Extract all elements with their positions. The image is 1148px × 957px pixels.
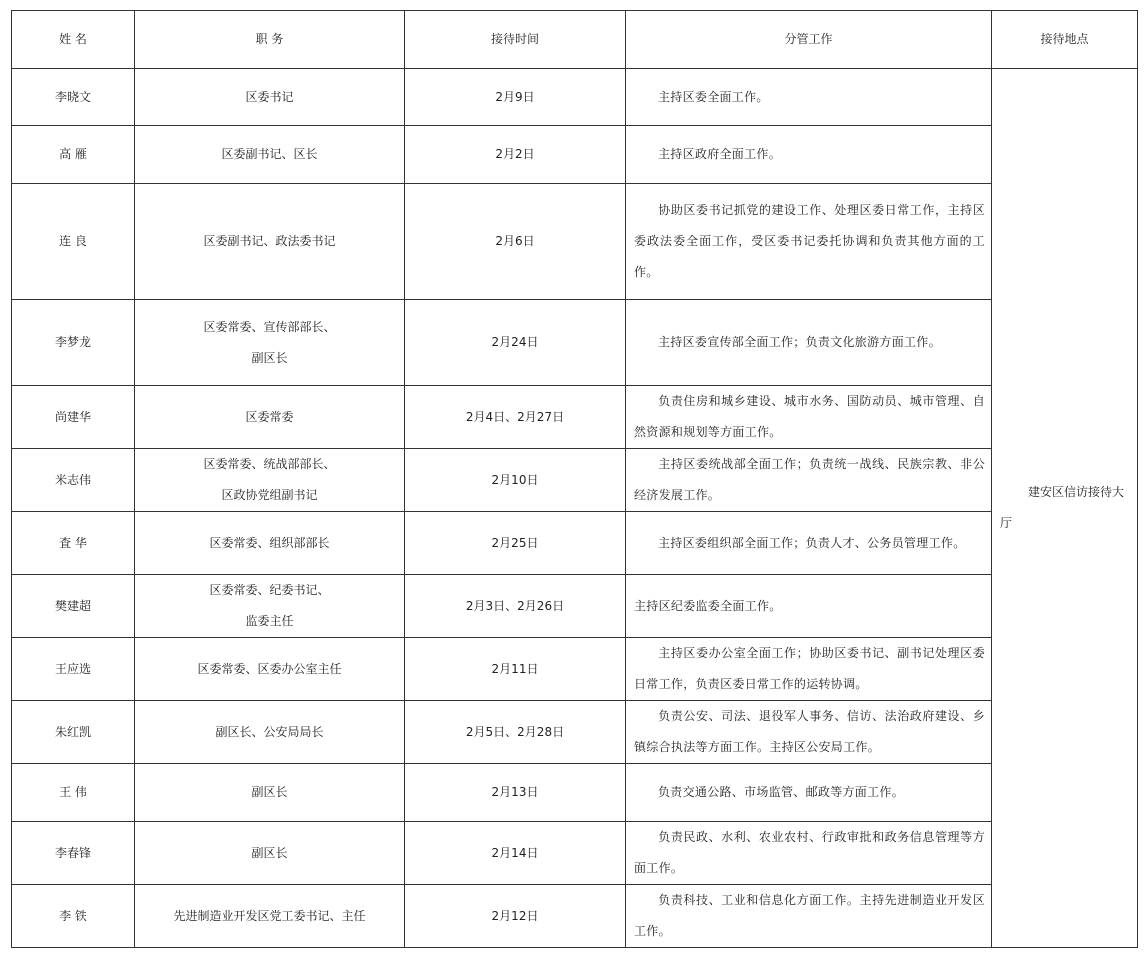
table-row xyxy=(12,184,1138,300)
header-row xyxy=(12,11,1138,69)
table-row xyxy=(12,701,1138,764)
table-row xyxy=(12,764,1138,822)
place-text: 建安区信访接待大厅 xyxy=(1000,485,1125,530)
header-time: 接待时间 xyxy=(405,11,626,69)
official-name: 高 雁 xyxy=(12,126,135,184)
official-name: 米志伟 xyxy=(12,449,135,512)
position-line: 副区长 xyxy=(251,785,288,799)
work-responsibility xyxy=(626,184,992,300)
work-responsibility xyxy=(626,386,992,449)
position-line: 监委主任 xyxy=(245,614,294,628)
work-text: 主持区纪委监委全面工作。 xyxy=(634,598,782,613)
position-line: 区委常委、纪委书记、 xyxy=(209,583,330,597)
position-line: 区委常委 xyxy=(245,409,294,424)
position-line: 区委书记 xyxy=(245,89,294,104)
work-responsibility xyxy=(626,575,992,638)
official-position xyxy=(135,386,405,449)
reception-time: 2月2日 xyxy=(405,126,626,184)
work-text: 负责科技、工业和信息化方面工作。主持先进制造业开发区工作。 xyxy=(634,893,985,938)
position-line: 副区长 xyxy=(251,845,288,860)
reception-time: 2月12日 xyxy=(405,885,626,948)
header-name: 姓 名 xyxy=(12,11,135,69)
work-text: 主持区委组织部全面工作；负责人才、公务员管理工作。 xyxy=(658,535,966,550)
table-row xyxy=(12,449,1138,512)
official-name: 李春锋 xyxy=(12,822,135,885)
official-position xyxy=(135,300,405,386)
official-name: 连 良 xyxy=(12,184,135,300)
official-name: 李 铁 xyxy=(12,885,135,948)
reception-schedule-table xyxy=(11,10,1138,948)
official-name: 朱红凯 xyxy=(12,701,135,764)
table-row xyxy=(12,69,1138,126)
official-position xyxy=(135,449,405,512)
official-name: 李梦龙 xyxy=(12,300,135,386)
work-responsibility xyxy=(626,822,992,885)
work-text: 负责交通公路、市场监管、邮政等方面工作。 xyxy=(658,785,905,799)
official-position xyxy=(135,575,405,638)
table-row xyxy=(12,575,1138,638)
work-responsibility xyxy=(626,449,992,512)
reception-time: 2月25日 xyxy=(405,512,626,575)
work-text: 主持区委宣传部全面工作；负责文化旅游方面工作。 xyxy=(658,335,941,349)
position-line: 区政协党组副书记 xyxy=(221,488,318,502)
work-responsibility xyxy=(626,638,992,701)
position-line: 先进制造业开发区党工委书记、主任 xyxy=(173,908,366,923)
reception-time: 2月14日 xyxy=(405,822,626,885)
official-name: 王 伟 xyxy=(12,764,135,822)
official-position xyxy=(135,822,405,885)
table-row xyxy=(12,126,1138,184)
work-text: 主持区委全面工作。 xyxy=(658,89,769,104)
work-responsibility xyxy=(626,764,992,822)
reception-time: 2月9日 xyxy=(405,69,626,126)
position-line: 副区长 xyxy=(251,350,288,365)
reception-time: 2月4日、2月27日 xyxy=(405,386,626,449)
reception-time: 2月6日 xyxy=(405,184,626,300)
position-line: 副区长、公安局局长 xyxy=(215,724,324,739)
header-place: 接待地点 xyxy=(992,11,1138,69)
header-position: 职 务 xyxy=(135,11,405,69)
table-row xyxy=(12,638,1138,701)
work-responsibility xyxy=(626,701,992,764)
work-text: 主持区委办公室全面工作；协助区委书记、副书记处理区委日常工作，负责区委日常工作的运转协调。 xyxy=(634,646,985,691)
official-position xyxy=(135,885,405,948)
official-position xyxy=(135,701,405,764)
work-text: 负责住房和城乡建设、城市水务、国防动员、城市管理、自然资源和规划等方面工作。 xyxy=(634,394,985,439)
reception-time: 2月13日 xyxy=(405,764,626,822)
table-row xyxy=(12,885,1138,948)
work-text: 负责公安、司法、退役军人事务、信访、法治政府建设、乡镇综合执法等方面工作。主持区公安局工作。 xyxy=(634,709,985,754)
official-position xyxy=(135,638,405,701)
position-line: 区委常委、统战部部长、 xyxy=(203,457,336,471)
official-name: 査 华 xyxy=(12,512,135,575)
official-name: 王应选 xyxy=(12,638,135,701)
table-row xyxy=(12,386,1138,449)
official-position xyxy=(135,764,405,822)
reception-time: 2月11日 xyxy=(405,638,626,701)
work-text: 主持区委统战部全面工作；负责统一战线、民族宗教、非公经济发展工作。 xyxy=(634,457,985,502)
official-name: 樊建超 xyxy=(12,575,135,638)
work-responsibility xyxy=(626,512,992,575)
work-responsibility xyxy=(626,885,992,948)
reception-time: 2月3日、2月26日 xyxy=(405,575,626,638)
position-line: 区委副书记、区长 xyxy=(221,147,318,161)
reception-place xyxy=(992,69,1138,948)
table-row xyxy=(12,512,1138,575)
header-work: 分管工作 xyxy=(626,11,992,69)
work-responsibility xyxy=(626,300,992,386)
official-position xyxy=(135,184,405,300)
official-name: 尚建华 xyxy=(12,386,135,449)
official-name: 李晓文 xyxy=(12,69,135,126)
position-line: 区委常委、宣传部部长、 xyxy=(203,319,336,334)
reception-time: 2月24日 xyxy=(405,300,626,386)
official-position xyxy=(135,126,405,184)
reception-time: 2月10日 xyxy=(405,449,626,512)
reception-time: 2月5日、2月28日 xyxy=(405,701,626,764)
work-responsibility xyxy=(626,126,992,184)
work-text: 协助区委书记抓党的建设工作、处理区委日常工作，主持区委政法委全面工作，受区委书记委托协调和负责其他方面的工作。 xyxy=(634,203,985,279)
table-row xyxy=(12,300,1138,386)
table-row xyxy=(12,822,1138,885)
position-line: 区委常委、组织部部长 xyxy=(209,535,330,550)
official-position xyxy=(135,69,405,126)
work-text: 主持区政府全面工作。 xyxy=(658,147,782,161)
official-position xyxy=(135,512,405,575)
position-line: 区委副书记、政法委书记 xyxy=(203,234,336,248)
position-line: 区委常委、区委办公室主任 xyxy=(197,661,342,676)
work-text: 负责民政、水利、农业农村、行政审批和政务信息管理等方面工作。 xyxy=(634,830,985,875)
work-responsibility xyxy=(626,69,992,126)
